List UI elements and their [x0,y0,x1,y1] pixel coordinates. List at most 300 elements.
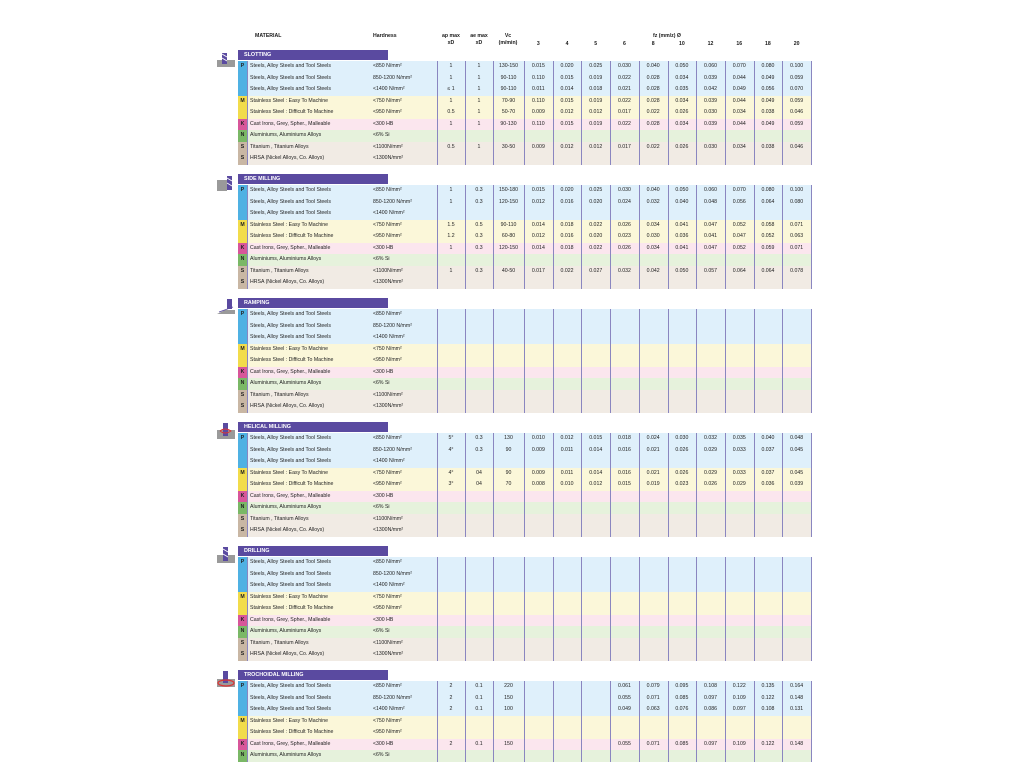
hardness-value: <6% Si [373,752,390,758]
fz-value: 0.009 [531,446,545,453]
column-divider [493,61,494,165]
hardness-value: <6% Si [373,380,390,386]
fz-value [725,321,754,333]
fz-value [782,367,811,379]
fz-value: 0.110 [532,120,545,127]
fz-value [553,716,582,728]
fz-value [553,704,582,716]
fz-value [696,309,725,321]
vc-value [493,716,524,728]
ap-max-value [437,727,465,739]
fz-value [696,514,725,526]
fz-value: 0.063 [790,233,804,239]
column-divider [524,557,525,661]
fz-value [639,390,668,402]
fz-value [581,355,610,367]
fz-value [668,401,697,413]
column-divider [782,309,783,413]
fz-value: 0.008 [531,481,545,487]
fz-value: 0.049 [617,706,631,712]
ap-max-value [437,130,465,142]
column-divider [553,309,554,413]
fz-value [581,367,610,379]
hardness-value: <1300N/mm² [373,651,404,657]
fz-value: 0.086 [704,706,718,712]
ap-max-value [437,580,465,592]
column-divider [811,433,812,537]
fz-value [524,704,553,716]
fz-value [782,309,811,321]
material-group-letter: S [238,153,247,165]
header-diameter: 4 [565,41,569,47]
hardness-value: 850-1200 N/mm² [373,322,412,329]
ap-max-value: 1 [449,267,453,274]
section-title: SLOTTING [238,50,388,60]
material-name: Titanium , Titanium Alloys [250,639,309,646]
fz-value: 0.030 [675,435,689,441]
helical-milling-icon [215,422,237,440]
fz-value [754,390,783,402]
fz-value [725,727,754,739]
fz-value [610,344,639,356]
fz-value: 0.016 [617,446,631,453]
fz-value [668,277,697,289]
material-group-letter [238,693,247,705]
hardness-value: <850 N/mm² [373,311,402,317]
hardness-value: <850 N/mm² [373,187,402,193]
fz-value [696,727,725,739]
hardness-value: <1300N/mm² [373,403,404,409]
vc-value [493,750,524,762]
fz-value [725,626,754,638]
fz-value [553,491,582,503]
fz-value [524,153,553,165]
fz-value [754,344,783,356]
column-divider [782,185,783,289]
fz-value: 0.022 [646,143,660,150]
fz-value: 0.040 [646,187,660,193]
fz-value: 0.071 [790,221,804,228]
hardness-value: <6% Si [373,628,390,634]
column-divider [696,557,697,661]
fz-value [782,254,811,266]
fz-value [725,502,754,514]
fz-value [668,638,697,650]
fz-value [696,401,725,413]
fz-value: 0.018 [560,244,574,251]
column-divider [668,309,669,413]
vc-value: 150-180 [498,187,519,193]
column-divider [553,185,554,289]
fz-value [668,130,697,142]
fz-value [639,580,668,592]
fz-value: 0.034 [675,74,689,81]
fz-value: 0.039 [704,74,718,81]
column-divider [610,433,611,537]
fz-value [754,321,783,333]
vc-value [493,557,524,569]
ae-max-value [465,649,493,661]
hardness-value: 850-1200 N/mm² [373,74,412,81]
ap-max-value: 1 [449,63,453,69]
fz-value [553,739,582,751]
hardness-value: <850 N/mm² [373,559,402,565]
fz-value: 0.055 [617,694,631,701]
fz-value [610,456,639,468]
fz-value [696,254,725,266]
material-group-letter: N [238,378,247,390]
column-divider [437,309,438,413]
material-group-letter: M [238,220,247,232]
fz-value [696,344,725,356]
fz-value [668,626,697,638]
column-divider [493,185,494,289]
vc-value: 40-50 [501,267,516,274]
vc-value [493,208,524,220]
material-group-letter: N [238,254,247,266]
fz-value: 0.035 [732,435,746,441]
fz-value [524,130,553,142]
ae-max-value [465,716,493,728]
fz-value [581,309,610,321]
fz-value [725,580,754,592]
hardness-value: <950 N/mm² [373,605,402,611]
ap-max-value: 2 [449,740,453,747]
vc-value [493,649,524,661]
fz-value [524,514,553,526]
fz-value [581,332,610,344]
fz-value [668,569,697,581]
fz-value [639,355,668,367]
column-divider [553,61,554,165]
material-name: Stainless Steel : Difficult To Machine [250,729,334,735]
ae-max-value [465,638,493,650]
fz-value [782,557,811,569]
fz-value [668,390,697,402]
fz-value [754,603,783,615]
header-ap-max: ap max [442,33,460,39]
hardness-value: <950 N/mm² [373,357,402,363]
material-name: Aluminiums, Aluminiums Alloys [250,752,322,758]
fz-value [668,378,697,390]
fz-value [553,502,582,514]
header-fz: fz (mm/z) Ø [653,33,681,39]
fz-value [610,355,639,367]
column-divider [639,185,640,289]
material-name: HRSA (Nickel Alloys, Co. Alloys) [250,155,325,161]
fz-value: 0.012 [589,143,603,150]
fz-value [725,592,754,604]
column-divider [465,433,466,537]
fz-value [581,750,610,762]
vc-value [493,514,524,526]
fz-value: 0.064 [732,267,746,274]
fz-value: 0.028 [646,74,660,81]
column-divider [696,433,697,537]
fz-value: 0.056 [761,86,775,92]
column-divider [247,185,248,289]
fz-value: 0.060 [704,187,718,193]
fz-value [610,277,639,289]
fz-value: 0.061 [617,683,631,689]
fz-value [553,321,582,333]
fz-value [581,580,610,592]
fz-value [782,716,811,728]
fz-value [581,649,610,661]
column-divider [610,309,611,413]
ae-max-value: 1 [477,97,481,104]
fz-value [581,390,610,402]
fz-value [610,638,639,650]
fz-value [782,277,811,289]
hardness-value: <1100N/mm² [373,143,403,150]
fz-value [581,378,610,390]
fz-value: 0.071 [790,244,804,251]
hardness-value: <1400 N/mm² [373,706,405,712]
fz-value [581,254,610,266]
vc-value: 30-50 [501,143,516,150]
fz-value: 0.015 [531,187,545,193]
fz-value [581,130,610,142]
column-divider [524,185,525,289]
ae-max-value [465,332,493,344]
fz-value: 0.109 [732,740,746,747]
ap-max-value [437,456,465,468]
material-name: Aluminiums, Aluminiums Alloys [250,380,322,386]
hardness-value: <1400 N/mm² [373,458,405,464]
fz-value: 0.100 [790,63,804,69]
ae-max-value: 1 [477,143,481,150]
vc-value [493,615,524,627]
fz-value: 0.071 [646,694,660,701]
fz-value [581,525,610,537]
material-name: Stainless Steel : Easy To Machine [250,97,329,104]
material-name: Aluminiums, Aluminiums Alloys [250,628,322,634]
column-divider [465,185,466,289]
ap-max-value: 2 [449,683,453,689]
fz-value: 0.040 [675,198,689,205]
fz-value: 0.064 [761,267,775,274]
fz-value [581,401,610,413]
vc-value: 90-110 [500,74,517,81]
column-divider [524,433,525,537]
fz-value [553,153,582,165]
fz-value [754,401,783,413]
material-group-letter [238,332,247,344]
ae-max-value [465,592,493,604]
material-group-letter: M [238,344,247,356]
fz-value [553,378,582,390]
fz-value [610,130,639,142]
fz-value [524,716,553,728]
header-diameter: 10 [678,41,685,47]
column-divider [754,557,755,661]
column-divider [437,61,438,165]
fz-value [553,208,582,220]
fz-value: 0.058 [761,221,775,228]
fz-value: 0.033 [732,469,746,476]
ae-max-value [465,569,493,581]
hardness-value: <300 HB [373,244,394,251]
fz-value [639,603,668,615]
column-divider [639,433,640,537]
fz-value [782,569,811,581]
material-group-letter: N [238,502,247,514]
fz-value [639,344,668,356]
fz-value: 0.021 [646,469,660,476]
fz-value [725,378,754,390]
hardness-value: <300 HB [373,368,394,375]
fz-value [553,456,582,468]
fz-value: 0.030 [704,143,718,150]
material-name: Steels, Alloy Steels and Tool Steels [250,446,331,453]
cutting-data-table [215,28,812,758]
fz-value: 0.016 [560,233,574,239]
column-divider [668,61,669,165]
column-divider [581,681,582,762]
section-drilling [215,546,812,661]
material-group-letter: S [238,142,247,154]
fz-value: 0.148 [790,694,804,701]
ap-max-value: 1 [449,74,453,81]
header-diameter: 12 [707,41,714,47]
fz-value: 0.045 [790,446,804,453]
fz-value [725,277,754,289]
fz-value: 0.028 [646,97,660,104]
header-diameter: 16 [736,41,743,47]
fz-value [668,332,697,344]
ap-max-value: 1.5 [447,221,455,228]
fz-value: 0.024 [617,198,631,205]
fz-value [581,321,610,333]
slotting-icon [215,50,237,68]
ae-max-value [465,254,493,266]
fz-value [581,557,610,569]
fz-value [668,750,697,762]
fz-value [581,716,610,728]
fz-value [754,502,783,514]
header-ae-unit: xD [475,40,483,46]
vc-value: 120-150 [498,198,519,205]
vc-value: 120-150 [498,244,519,251]
vc-value: 90-110 [500,221,517,228]
vc-value: 220 [504,683,513,689]
fz-value [754,277,783,289]
fz-value [754,592,783,604]
fz-value: 0.076 [675,706,689,712]
fz-value: 0.020 [560,63,574,69]
column-divider [696,309,697,413]
ae-max-value [465,525,493,537]
fz-value [754,727,783,739]
ap-max-value: 1 [449,120,453,127]
fz-value [668,580,697,592]
fz-value [754,626,783,638]
ae-max-value [465,153,493,165]
ae-max-value: 04 [476,469,482,476]
fz-value: 0.039 [704,120,718,127]
fz-value [524,344,553,356]
ap-max-value [437,502,465,514]
column-divider [247,681,248,762]
column-divider [247,61,248,165]
vc-value [493,277,524,289]
fz-value: 0.048 [790,435,804,441]
material-name: Steels, Alloy Steels and Tool Steels [250,74,331,81]
hardness-value: <300 HB [373,616,394,623]
hardness-value: <6% Si [373,256,390,262]
fz-value [581,739,610,751]
fz-value [782,130,811,142]
column-divider [247,557,248,661]
fz-value [553,344,582,356]
material-group-letter [238,208,247,220]
fz-value [581,153,610,165]
fz-value [610,332,639,344]
ae-max-value [465,456,493,468]
fz-value: 0.026 [617,244,631,251]
material-group-letter: P [238,185,247,197]
fz-value [782,603,811,615]
fz-value: 0.022 [617,74,631,81]
fz-value [610,716,639,728]
fz-value: 0.028 [646,86,660,92]
fz-value [610,615,639,627]
fz-value [696,277,725,289]
fz-value [782,750,811,762]
header-material: MATERIAL [255,33,282,39]
fz-value [581,603,610,615]
material-name: Steels, Alloy Steels and Tool Steels [250,187,331,193]
material-name: Steels, Alloy Steels and Tool Steels [250,458,331,464]
material-group-letter: K [238,615,247,627]
fz-value [754,456,783,468]
ap-max-value: 0.5 [447,109,455,115]
column-divider [524,309,525,413]
hardness-value: <750 N/mm² [373,345,402,352]
material-name: Steels, Alloy Steels and Tool Steels [250,694,331,701]
fz-value: 0.109 [732,694,746,701]
fz-value: 0.022 [617,97,631,104]
fz-value [754,580,783,592]
fz-value: 0.034 [732,109,746,115]
fz-value: 0.018 [617,435,631,441]
column-divider [696,61,697,165]
material-group-letter: N [238,130,247,142]
fz-value [581,615,610,627]
fz-value: 0.049 [761,74,775,81]
fz-value: 0.017 [617,143,631,150]
material-group-letter [238,456,247,468]
material-name: Stainless Steel : Easy To Machine [250,593,329,600]
vc-value: 130 [504,435,513,441]
fz-value: 0.015 [589,435,603,441]
material-group-letter: K [238,119,247,131]
fz-value [639,514,668,526]
hardness-value: <950 N/mm² [373,481,402,487]
material-group-letter [238,107,247,119]
column-divider [437,433,438,537]
fz-value [754,638,783,650]
fz-value [668,309,697,321]
vc-value [493,367,524,379]
material-name: HRSA (Nickel Alloys, Co. Alloys) [250,279,325,285]
fz-value: 0.009 [531,143,545,150]
ap-max-value [437,514,465,526]
column-divider [668,681,669,762]
ap-max-value: 4° [448,446,454,453]
fz-value [524,309,553,321]
